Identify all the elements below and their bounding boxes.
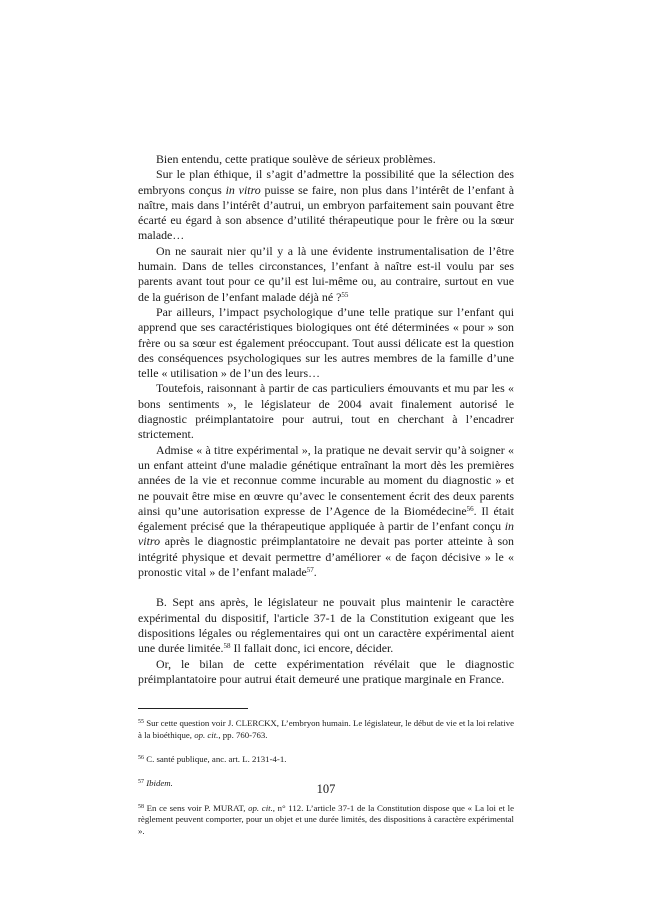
footnote-ref-57[interactable]: 57 (306, 566, 314, 575)
paragraph-3: On ne saurait nier qu’il y a là une évidente instrumentalisation de l’être humain. Dans de telles circonstances, l’enfant à naître est-il voulu par ses parents avant tout pour ce qu’il est lui-même ou, au contraire, surtout en vue de la guérison de l’enfant malade déjà né ?$^{55}$ (138, 243, 514, 304)
footnote-57: $^{57}$ Ibidem. (138, 778, 173, 789)
paragraph-8: Or, le bilan de cette expérimentation révélait que le diagnostic préimplantatoire pour autrui était demeuré une pratique marginale en France. (138, 656, 514, 686)
footnote-ref-55[interactable]: 55 (341, 290, 349, 299)
page-number: 107 (316, 782, 336, 796)
footnote-separator (138, 708, 248, 709)
footnote-58: $^{58}$ En ce sens voir P. MURAT, op. cit., n° 112. L’article 37-1 de la Constitution dispose que « La loi et le règlement peuvent comporter, pour un objet et une durée limités, des dispositions à caractère expérimental ». (138, 802, 514, 836)
paragraph-6: Admise « à titre expérimental », la pratique ne devait servir qu’à soigner « un enfant atteint d'une maladie génétique entraînant la mort dès les premières années de la vie et reconnue comme incurable au moment du diagnostic » et ne pouvait être mise en œuvre qu’avec le consentement écrit des deux parents ainsi qu’une autorisation expresse de l’Agence de la Biomédecine$^{56}$. Il était également précisé que la thérapeutique appliquée à partir de l’enfant conçu in vitro après le diagnostic préimplantatoire ne devait pas porter atteinte à son intégrité physique et devait permettre d’améliorer « de façon décisive » le « pronostic vital » de l’enfant malade$^{57}$. (138, 442, 514, 580)
footnotes (138, 718, 514, 837)
footnote-56: $^{56}$ C. santé publique, anc. art. L. 2131-4-1. (138, 753, 287, 764)
page-content (138, 152, 514, 837)
paragraph-1: Bien entendu, cette pratique soulève de sérieux problèmes. (156, 152, 436, 166)
footnote-ref-58[interactable]: 58 (223, 642, 231, 651)
paragraph-7: B. Sept ans après, le législateur ne pouvait plus maintenir le caractère expérimental du dispositif, l'article 37-1 de la Constitution exigeant que les dispositions légales ou réglementaires qui ont un caractère expérimental aient une durée limitée.$^{58}$ Il fallait donc, ici encore, décider. (138, 595, 514, 656)
paragraph-5: Toutefois, raisonnant à partir de cas particuliers émouvants et mu par les « bons sentiments », le législateur de 2004 avait finalement autorisé le diagnostic préimplantatoire pour autrui, tout en cherchant à l’encadrer strictement. (138, 381, 514, 442)
paragraph-2: Sur le plan éthique, il s’agit d’admettre la possibilité que la sélection des embryons conçus in vitro puisse se faire, non plus dans l’intérêt de l’enfant à naître, mais dans l’intérêt d’autrui, un embryon parfaitement sain pouvant être écarté eu égard à son absence d’utilité thérapeutique pour le frère ou la sœur malade… (138, 167, 515, 243)
paragraph-4: Par ailleurs, l’impact psychologique d’une telle pratique sur l’enfant qui apprend que ses caractéristiques biologiques ont été déterminées « pour » son frère ou sa sœur est également préoccupant. Tout aussi délicate est la question des conséquences psychologiques sur les autres membres de la famille d’une telle « utilisation » de l’un des leurs… (138, 304, 514, 381)
footnote-ref-56[interactable]: 56 (466, 504, 474, 513)
main-text (138, 152, 514, 687)
footnote-55: $^{55}$ Sur cette question voir J. CLERCKX, L’embryon humain. Le législateur, le début de vie et la loi relative à la bioéthique, op. cit., pp. 760-763. (138, 718, 514, 740)
